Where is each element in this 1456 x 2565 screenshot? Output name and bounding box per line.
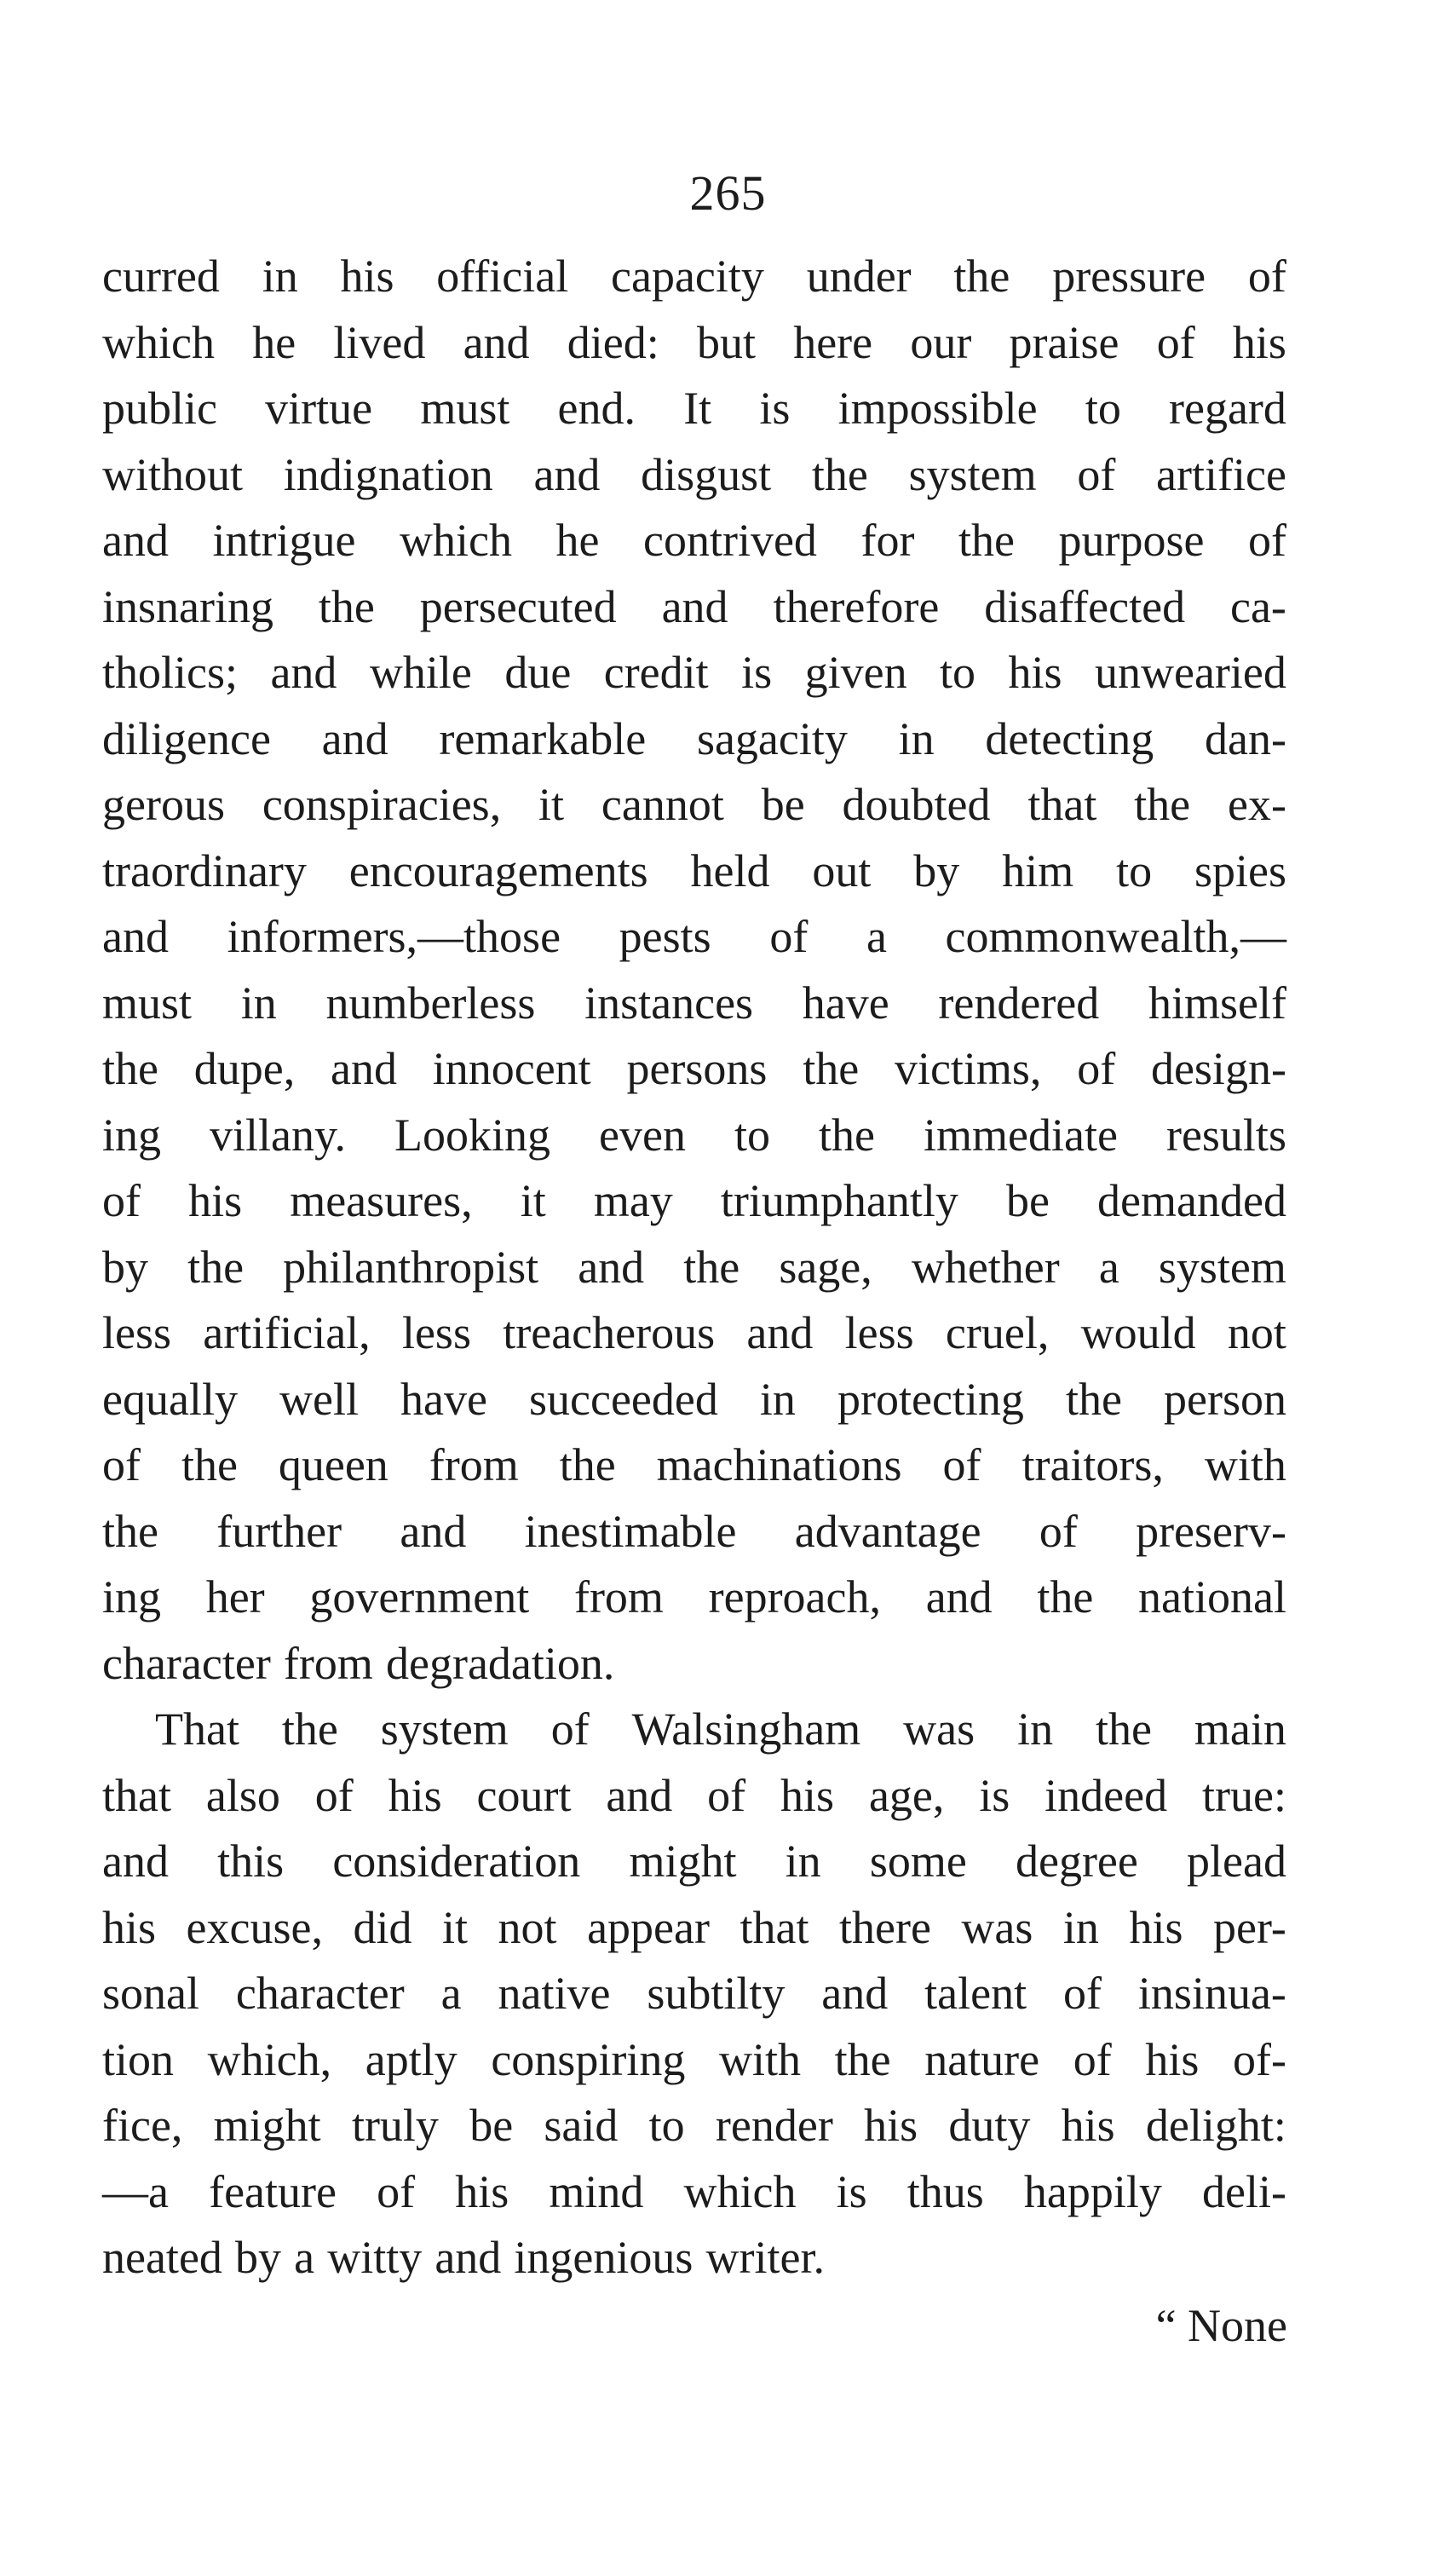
text-line: neated by a witty and ingenious writer.	[102, 2232, 825, 2283]
text-line: the dupe, and innocent persons the victims, of design-	[102, 1043, 1286, 1094]
text-line: of the queen from the machinations of traitors, with	[102, 1439, 1286, 1490]
text-line: of his measures, it may triumphantly be demanded	[102, 1175, 1286, 1226]
text-line: diligence and remarkable sagacity in detecting dan-	[102, 712, 1286, 764]
page-number: 265	[689, 165, 767, 221]
text-line: curred in his official capacity under the pressure of	[102, 251, 1286, 302]
text-line: fice, might truly be said to render his duty his delight:	[102, 2100, 1286, 2151]
text-line: ing her government from reproach, and the national	[102, 1571, 1286, 1623]
text-line: which he lived and died: but here our praise of his	[102, 316, 1286, 368]
text-line: that also of his court and of his age, is indeed true:	[102, 1769, 1286, 1821]
text-line: less artificial, less treacherous and less cruel, would not	[102, 1307, 1286, 1358]
catchword: “ None	[1155, 2299, 1287, 2351]
text-line: the further and inestimable advantage of preserv-	[102, 1505, 1286, 1557]
text-line: and intrigue which he contrived for the purpose of	[102, 515, 1286, 566]
text-line: tion which, aptly conspiring with the nature of his of-	[102, 2033, 1286, 2085]
text-block	[102, 244, 1286, 2291]
text-line: sonal character a native subtilty and talent of insinua-	[102, 1968, 1286, 2019]
text-line: public virtue must end. It is impossible to regard	[102, 383, 1286, 434]
text-line: by the philanthropist and the sage, whether a system	[102, 1241, 1286, 1293]
paragraph	[102, 1697, 1286, 2291]
text-line: gerous conspiracies, it cannot be doubted that the ex-	[102, 779, 1286, 830]
text-line: character from degradation.	[102, 1637, 615, 1689]
text-line: must in numberless instances have rendered himself	[102, 977, 1286, 1029]
text-line: and this consideration might in some degree plead	[102, 1836, 1286, 1887]
text-line: his excuse, did it not appear that there was in his per-	[102, 1901, 1286, 1953]
text-line: insnaring the persecuted and therefore disaffected ca-	[102, 580, 1286, 632]
text-line: tholics; and while due credit is given to his unwearied	[102, 647, 1286, 698]
text-line: ing villany. Looking even to the immediate results	[102, 1109, 1286, 1161]
text-line: traordinary encouragements held out by him to spies	[102, 844, 1286, 896]
text-line: equally well have succeeded in protecting the person	[102, 1373, 1286, 1425]
text-line: and informers,—those pests of a commonwealth,—	[102, 911, 1286, 962]
paragraph	[102, 244, 1286, 1697]
text-line: —a feature of his mind which is thus happily deli-	[102, 2165, 1286, 2217]
text-line: That the system of Walsingham was in the main	[155, 1703, 1286, 1755]
text-line: without indignation and disgust the system of artifice	[102, 448, 1286, 500]
